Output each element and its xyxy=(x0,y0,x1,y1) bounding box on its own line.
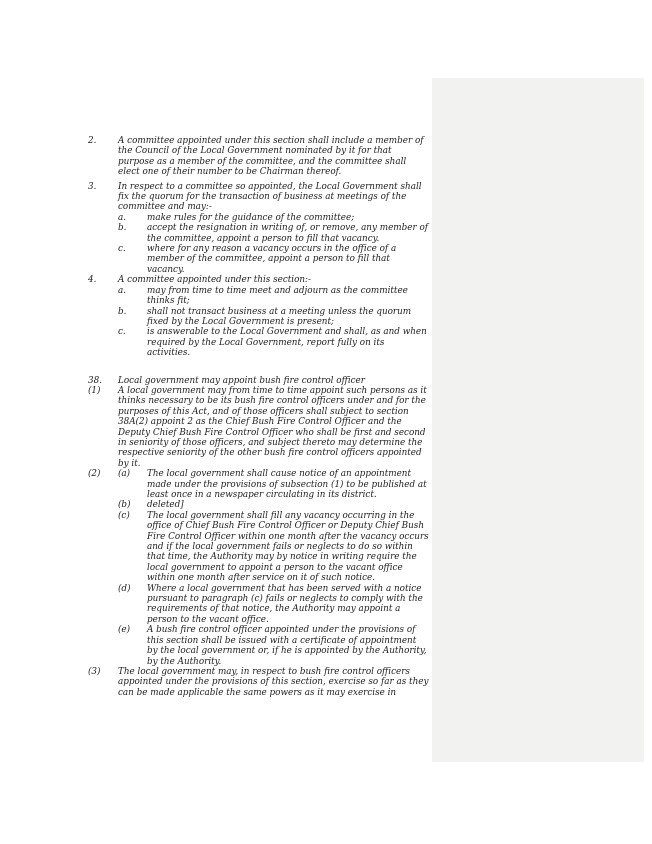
section-number: 38. xyxy=(88,375,102,386)
list-item-text: where for any reason a vacancy occurs in the office of a member of the committee, appoint a person to fill that vacancy. xyxy=(147,244,397,275)
list-item xyxy=(118,213,429,223)
list-item xyxy=(118,625,429,667)
list-item xyxy=(118,307,429,328)
section-number: (2) xyxy=(88,469,101,480)
paragraph-2 xyxy=(88,136,429,178)
document-content xyxy=(88,136,429,698)
list-item-label: b. xyxy=(118,223,127,234)
list-item-label: b. xyxy=(118,306,127,317)
list-item-text: accept the resignation in writing of, or remove, any member of the committee, appoint a person to fill that vacancy. xyxy=(147,223,429,244)
list-item-text: make rules for the guidance of the committee; xyxy=(147,212,355,223)
list-item xyxy=(118,244,429,275)
list-item-label: a. xyxy=(118,285,127,296)
list-item-label: c. xyxy=(118,327,126,338)
paragraph-text: A committee appointed under this section shall include a member of the Council of the Local Government nominated by it for that purpose as a member of the committee, and the committee shall elect one of their number to be Chairman thereof. xyxy=(118,136,424,178)
list-item xyxy=(118,223,429,244)
list-item-label: (c) xyxy=(118,510,130,521)
subsection-3 xyxy=(88,667,429,698)
list-item xyxy=(118,584,429,626)
list-item-label: c. xyxy=(118,244,126,255)
list-item xyxy=(118,511,429,584)
list-item xyxy=(118,469,429,500)
list-item-label: (b) xyxy=(118,500,131,511)
list-item-label: (d) xyxy=(118,583,131,594)
section-number: 2. xyxy=(88,136,97,146)
list-item-text: A bush fire control officer appointed under the provisions of this section shall be issued with a certificate of appointment by the local government or, if he is appointed by the Authority, by the Authority. xyxy=(147,625,427,667)
paragraph-3 xyxy=(88,182,429,276)
section-38-heading xyxy=(88,376,429,386)
section-heading-text: Local government may appoint bush fire control officer xyxy=(118,375,365,386)
list-item-label: (a) xyxy=(118,469,131,480)
section-number: (1) xyxy=(88,385,101,396)
side-panel xyxy=(432,78,644,762)
list-item-text: Where a local government that has been served with a notice pursuant to paragraph (c) fails or neglects to comply with the requirements of that notice, the Authority may appoint a person to the vacant office. xyxy=(147,583,423,625)
section-number: (3) xyxy=(88,666,101,677)
list-item-text: shall not transact business at a meeting unless the quorum fixed by the Local Government is present; xyxy=(147,306,412,327)
paragraph-4 xyxy=(88,275,429,358)
list-item-text: The local government shall fill any vacancy occurring in the office of Chief Bush Fire Control Officer or Deputy Chief Bush Fire Control Officer within one month after the vacancy occurs and if the local government fails or neglects to do so within that time, the Authority may by notice in writing require the local government to appoint a person to the vacant office within one month after service on it of such notice. xyxy=(147,510,429,584)
paragraph-text: A committee appointed under this section:- xyxy=(118,275,311,286)
list-item xyxy=(118,500,429,510)
list-item-label: a. xyxy=(118,212,127,223)
section-number: 3. xyxy=(88,181,97,192)
list-item-text: The local government shall cause notice of an appointment made under the provisions of subsection (1) to be published at least once in a newspaper circulating in its district. xyxy=(147,469,427,500)
list-item xyxy=(118,327,429,358)
paragraph-text: In respect to a committee so appointed, the Local Government shall fix the quorum for the transaction of business at meetings of the committee and may:- xyxy=(118,181,422,213)
list-item-text: deleted] xyxy=(147,500,184,511)
section-number: 4. xyxy=(88,275,97,286)
list-item-text: may from time to time meet and adjourn as the committee thinks fit; xyxy=(147,285,408,307)
subsection-2 xyxy=(88,469,429,667)
subsection-1 xyxy=(88,386,429,469)
list-item xyxy=(118,286,429,307)
paragraph-text: A local government may from time to time appoint such persons as it thinks necessary to be its bush fire control officers under and for the purposes of this Act, and of those officers shall subject to section 38A(2) appoint 2 as the Chief Bush Fire Control Officer and the Deputy Chief Bush Fire Control Officer who shall be first and second in seniority of those officers, and subject thereto may determine the respective seniority of the other bush fire control officers appointed by it. xyxy=(118,385,427,469)
paragraph-text: The local government may, in respect to bush fire control officers appointed under the provisions of this section, exercise so far as they can be made applicable the same powers as it may exercise in xyxy=(118,666,429,698)
list-item-label: (e) xyxy=(118,625,131,636)
list-item-text: is answerable to the Local Government and shall, as and when required by the Local Government, report fully on its activities. xyxy=(147,327,427,359)
